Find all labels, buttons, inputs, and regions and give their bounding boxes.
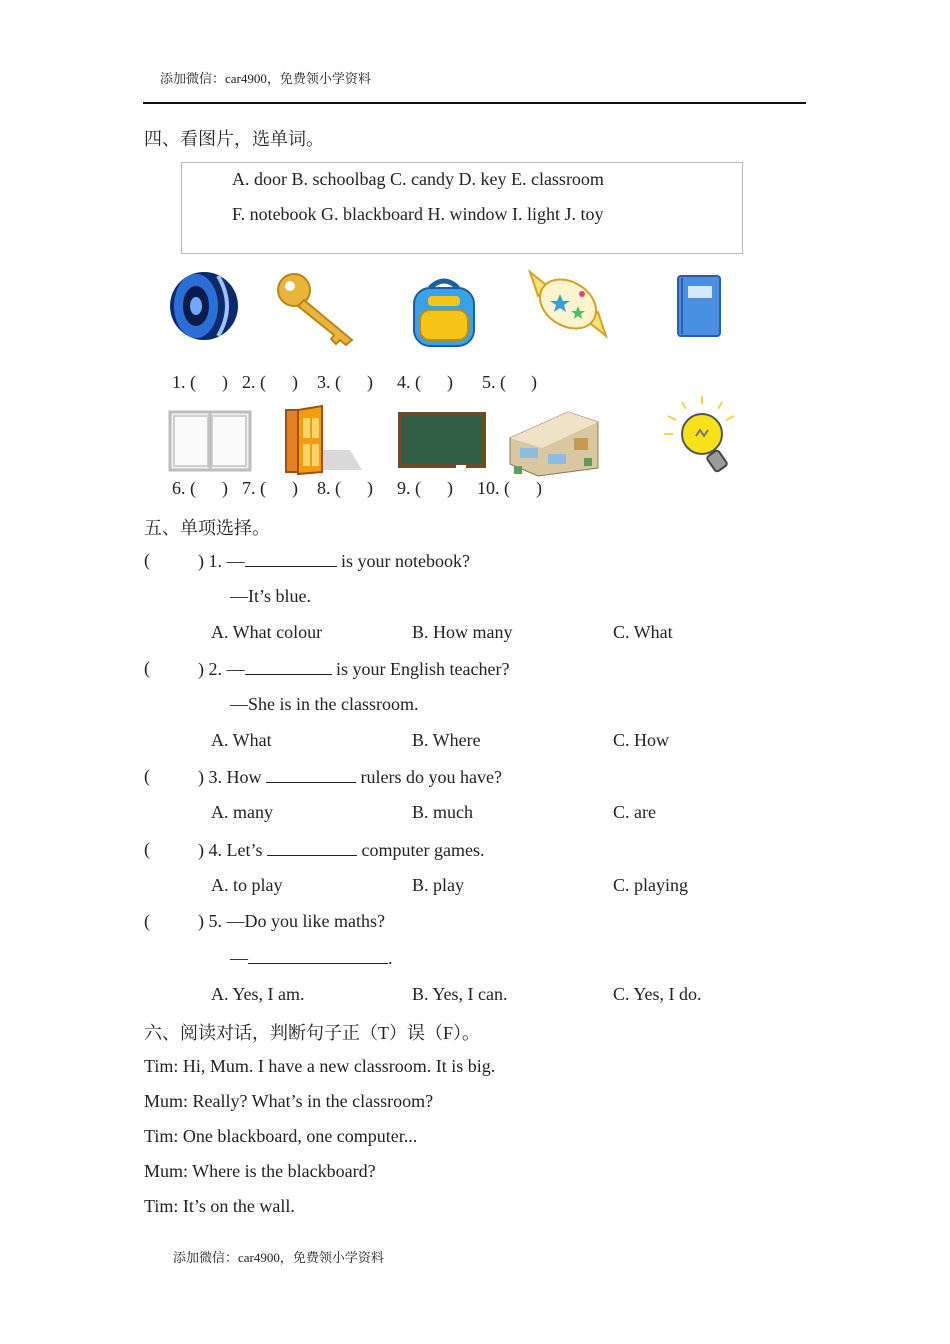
candy-icon	[524, 266, 612, 342]
q5-answer-prefix: —	[230, 948, 248, 968]
section-6-title: 六、阅读对话，判断句子正（T）误（F）。	[144, 1023, 481, 1043]
row1-label-4-open: 4. (	[397, 372, 421, 392]
row1-label-1-open: 1. (	[172, 372, 196, 392]
question-3	[198, 766, 502, 788]
q5-option-a: A. Yes, I am.	[211, 984, 305, 1004]
q2-paren: (	[144, 658, 150, 678]
q3-stem-start: ) 3. How	[198, 767, 266, 787]
row2-label-6-open: 6. (	[172, 478, 196, 498]
q1-option-b: B. How many	[412, 622, 513, 642]
q3-option-c: C. are	[613, 802, 656, 822]
row1-label-5-open: 5. (	[482, 372, 506, 392]
row1-label-5-close: )	[531, 372, 537, 392]
row2-label-10-close: )	[536, 478, 542, 498]
question-5: ) 5. —Do you like maths?	[198, 911, 385, 931]
footer-note: 添加微信：car4900，免费领小学资料	[173, 1250, 384, 1265]
section-4-title: 四、看图片，选单词。	[144, 129, 324, 149]
row1-label-2-close: )	[292, 372, 298, 392]
q2-option-a: A. What	[211, 730, 272, 750]
window-icon	[166, 408, 254, 474]
row2-label-7-open: 7. (	[242, 478, 266, 498]
section-5-title: 五、单项选择。	[144, 518, 270, 538]
q4-blank[interactable]	[267, 839, 357, 856]
key-icon	[276, 272, 358, 346]
q1-option-a: A. What colour	[211, 622, 323, 642]
q5-answer-suffix: .	[388, 948, 393, 968]
q5-paren: (	[144, 911, 150, 931]
header-note: 添加微信：car4900，免费领小学资料	[160, 71, 371, 86]
q5-option-c: C. Yes, I do.	[613, 984, 702, 1004]
q3-option-b: B. much	[412, 802, 473, 822]
word-bank-line-1: A. door B. schoolbag C. candy D. key E. classroom	[232, 169, 604, 189]
classroom-icon	[508, 408, 600, 478]
schoolbag-icon	[406, 274, 482, 350]
light-bulb-icon	[662, 394, 738, 478]
dialogue-line-3: Tim: One blackboard, one computer...	[144, 1126, 418, 1146]
yoyo-toy-icon	[166, 270, 242, 342]
row1-label-3-close: )	[367, 372, 373, 392]
header-divider	[143, 102, 806, 104]
q4-option-b: B. play	[412, 875, 464, 895]
q2-option-c: C. How	[613, 730, 670, 750]
q1-blank[interactable]	[245, 550, 337, 567]
q1-stem-start: ) 1. —	[198, 551, 245, 571]
q1-paren: (	[144, 550, 150, 570]
notebook-icon	[674, 274, 722, 338]
row2-label-9-open: 9. (	[397, 478, 421, 498]
row2-label-10-open: 10. (	[477, 478, 510, 498]
q2-option-b: B. Where	[412, 730, 481, 750]
row2-label-8-close: )	[367, 478, 373, 498]
blackboard-icon	[396, 410, 488, 472]
q2-blank[interactable]	[245, 658, 332, 675]
q2-answer-line: —She is in the classroom.	[230, 694, 419, 714]
q4-stem-start: ) 4. Let’s	[198, 840, 267, 860]
q1-option-c: C. What	[613, 622, 673, 642]
dialogue-line-1: Tim: Hi, Mum. I have a new classroom. It is big.	[144, 1056, 496, 1076]
q1-stem-end: is your notebook?	[336, 551, 470, 571]
row2-label-6-close: )	[222, 478, 228, 498]
row2-label-7-close: )	[292, 478, 298, 498]
q2-stem-end: is your English teacher?	[331, 659, 510, 679]
row2-label-9-close: )	[447, 478, 453, 498]
q4-option-a: A. to play	[211, 875, 283, 895]
row1-label-3-open: 3. (	[317, 372, 341, 392]
q4-stem-end: computer games.	[357, 840, 485, 860]
row1-label-1-close: )	[222, 372, 228, 392]
q4-option-c: C. playing	[613, 875, 688, 895]
dialogue-line-4: Mum: Where is the blackboard?	[144, 1161, 376, 1181]
door-icon	[280, 404, 364, 476]
question-2	[198, 658, 509, 680]
row1-label-2-open: 2. (	[242, 372, 266, 392]
q3-paren: (	[144, 766, 150, 786]
q1-answer-line: —It’s blue.	[230, 586, 311, 606]
row1-label-4-close: )	[447, 372, 453, 392]
word-bank-line-2: F. notebook G. blackboard H. window I. light J. toy	[232, 204, 604, 224]
question-1	[198, 550, 470, 572]
q5-option-b: B. Yes, I can.	[412, 984, 508, 1004]
q3-blank[interactable]	[266, 766, 356, 783]
q3-option-a: A. many	[211, 802, 273, 822]
q3-stem-end: rulers do you have?	[356, 767, 502, 787]
question-4	[198, 839, 484, 861]
dialogue-line-5: Tim: It’s on the wall.	[144, 1196, 295, 1216]
q4-paren: (	[144, 839, 150, 859]
row2-label-8-open: 8. (	[317, 478, 341, 498]
dialogue-line-2: Mum: Really? What’s in the classroom?	[144, 1091, 434, 1111]
q5-blank[interactable]	[248, 947, 388, 964]
q5-answer-line	[230, 947, 393, 969]
q2-stem-start: ) 2. —	[198, 659, 245, 679]
